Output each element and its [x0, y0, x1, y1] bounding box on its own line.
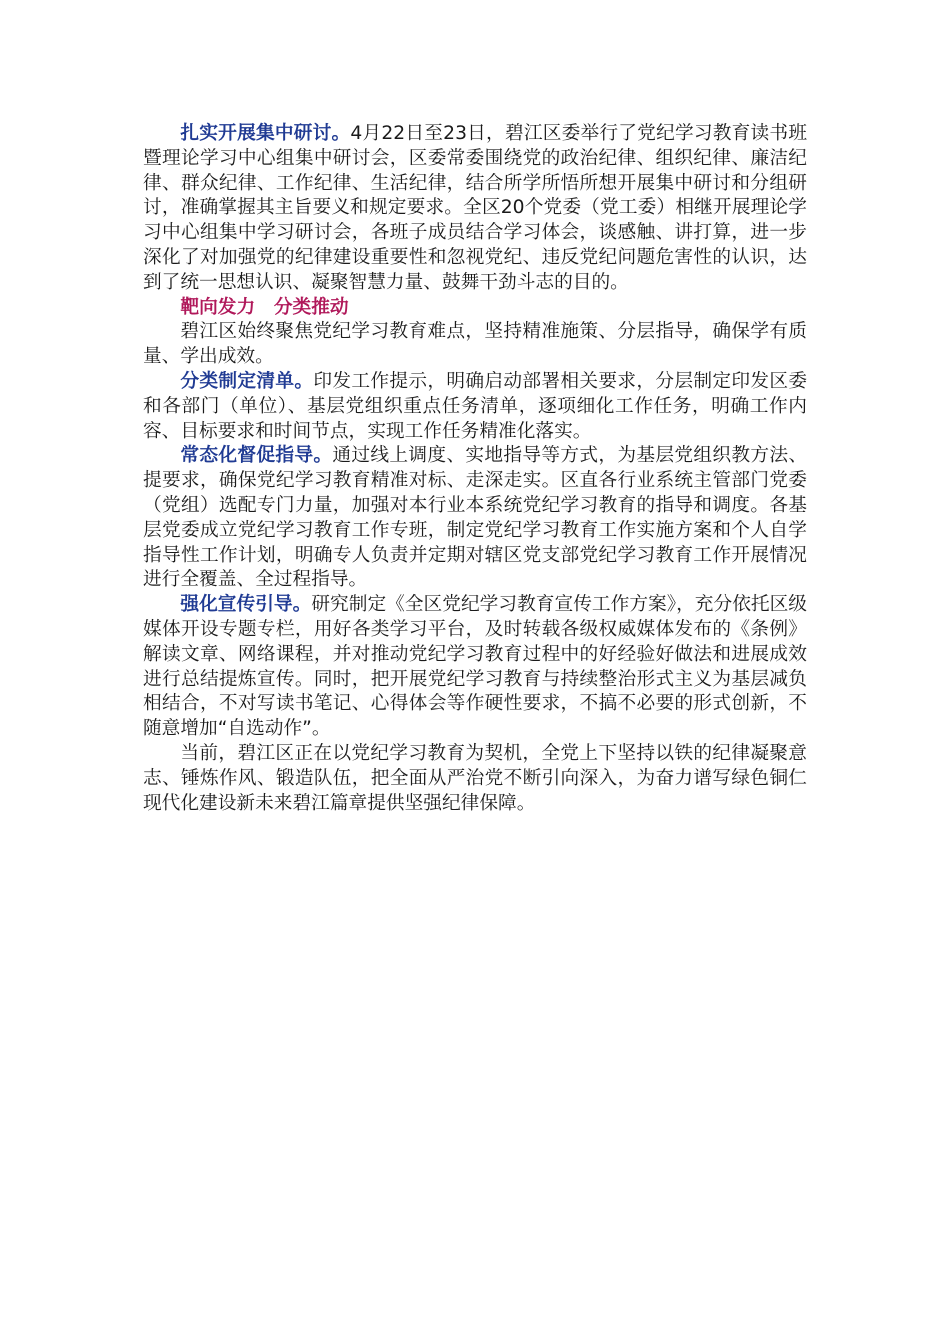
paragraph-lead: 强化宣传引导。	[180, 594, 312, 616]
paragraph-lead: 扎实开展集中研讨。	[180, 123, 351, 144]
section-heading-part: 靶向发力	[180, 296, 256, 318]
paragraph-centralized-study	[143, 122, 807, 296]
paragraph-publicity	[143, 593, 807, 742]
paragraph-text: 通过线上调度、实地指导等方式，为基层党组织教方法、提要求，确保党纪学习教育精准对标、走深走实。区直各行业系统主管部门党委（党组）选配专门力量，加强对本行业本系统党纪学习教育的指导和调度。各基层党委成立党纪学习教育工作专班，制定党纪学习教育工作实施方案和个人自学指导性工作计划，明确专人负责并定期对辖区党支部党纪学习教育工作开展情况进行全覆盖、全过程指导。	[143, 445, 808, 591]
section-heading-part: 分类推动	[273, 296, 349, 318]
paragraph-text: 研究制定《全区党纪学习教育宣传工作方案》，充分依托区级媒体开设专题专栏，用好各类学习平台，及时转载各级权威媒体发布的《条例》解读文章、网络课程，并对推动党纪学习教育过程中的好经验好做法和进展成效进行总结提炼宣传。同时，把开展党纪学习教育与持续整治形式主义为基层减负相结合，不对写读书笔记、心得体会等作硬性要求，不搞不必要的形式创新，不随意增加“自选动作”。	[143, 594, 807, 740]
paragraph-lead: 分类制定清单。	[180, 370, 314, 392]
closing-paragraph: 当前，碧江区正在以党纪学习教育为契机，全党上下坚持以铁的纪律凝聚意志、锤炼作风、锻造队伍，把全面从严治党不断引向深入，为奋力谱写绿色铜仁现代化建设新未来碧江篇章提供坚强纪律保障。	[143, 742, 807, 814]
paragraph-text: 印发工作提示，明确启动部署相关要求，分层制定印发区委和各部门（单位）、基层党组织重点任务清单，逐项细化工作任务，明确工作内容、目标要求和时间节点，实现工作任务精准化落实。	[143, 370, 808, 442]
article-body	[143, 122, 807, 816]
paragraph-supervision	[143, 444, 807, 593]
section-intro: 碧江区始终聚焦党纪学习教育难点，坚持精准施策、分层指导，确保学有质量、学出成效。	[143, 321, 807, 368]
section-heading	[143, 296, 807, 321]
paragraph-task-list	[143, 370, 807, 444]
paragraph-text: 4月22日至23日，碧江区委举行了党纪学习教育读书班暨理论学习中心组集中研讨会，区委常委围绕党的政治纪律、组织纪律、廉洁纪律、群众纪律、工作纪律、生活纪律，结合所学所悟所想开展集中研讨和分组研讨，准确掌握其主旨要义和规定要求。全区20个党委（党工委）相继开展理论学习中心组集中学习研讨会，各班子成员结合学习体会，谈感触、讲打算，进一步深化了对加强党的纪律建设重要性和忽视党纪、违反党纪问题危害性的认识，达到了统一思想认识、凝聚智慧力量、鼓舞干劲斗志的目的。	[143, 123, 808, 293]
paragraph-lead: 常态化督促指导。	[180, 445, 333, 467]
